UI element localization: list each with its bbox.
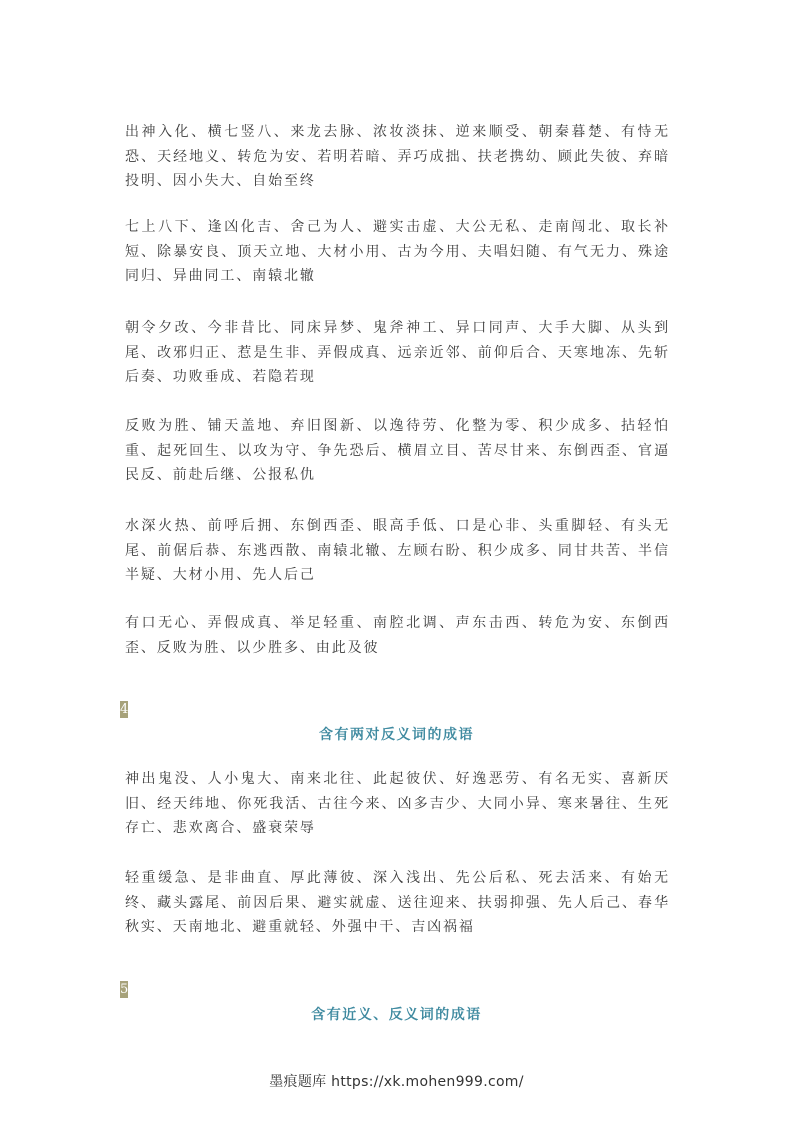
idiom-paragraph: 朝令夕改、今非昔比、同床异梦、鬼斧神工、异口同声、大手大脚、从头到尾、改邪归正、惹是生非、弄假成真、远亲近邻、前仰后合、天寒地冻、先斩后奏、功败垂成、若隐若现 [125,320,670,385]
section-heading: 含有近义、反义词的成语 [311,1007,482,1023]
section-heading: 含有两对反义词的成语 [319,727,474,743]
idiom-paragraph: 七上八下、逢凶化吉、舍己为人、避实击虚、大公无私、走南闯北、取长补短、除暴安良、顶天立地、大材小用、古为今用、夫唱妇随、有气无力、殊途同归、异曲同工、南辕北辙 [125,219,670,284]
idiom-paragraph: 有口无心、弄假成真、举足轻重、南腔北调、声东击西、转危为安、东倒西歪、反败为胜、以少胜多、由此及彼 [125,615,670,656]
footer-watermark: 墨痕题库 https://xk.mohen999.com/ [269,1074,524,1090]
section-number-badge: 5 [120,982,129,997]
idiom-paragraph: 出神入化、横七竖八、来龙去脉、浓妆淡抹、逆来顺受、朝秦暮楚、有恃无恐、天经地义、转危为安、若明若暗、弄巧成拙、扶老携幼、顾此失彼、弃暗投明、因小失大、自始至终 [125,124,670,189]
idiom-paragraph: 神出鬼没、人小鬼大、南来北往、此起彼伏、好逸恶劳、有名无实、喜新厌旧、经天纬地、你死我活、古往今来、凶多吉少、大同小异、寒来暑往、生死存亡、悲欢离合、盛衰荣辱 [125,771,670,836]
idiom-paragraph: 反败为胜、铺天盖地、弃旧图新、以逸待劳、化整为零、积少成多、拈轻怕重、起死回生、以攻为守、争先恐后、横眉立目、苦尽甘来、东倒西歪、官逼民反、前赴后继、公报私仇 [125,418,670,483]
idiom-paragraph: 水深火热、前呼后拥、东倒西歪、眼高手低、口是心非、头重脚轻、有头无尾、前倨后恭、东逃西散、南辕北辙、左顾右盼、积少成多、同甘共苦、半信半疑、大材小用、先人后己 [125,518,670,583]
idiom-paragraph: 轻重缓急、是非曲直、厚此薄彼、深入浅出、先公后私、死去活来、有始无终、藏头露尾、前因后果、避实就虚、送往迎来、扶弱抑强、先人后己、春华秋实、天南地北、避重就轻、外强中干、吉凶祸福 [125,870,670,935]
section-number-badge: 4 [120,702,129,717]
